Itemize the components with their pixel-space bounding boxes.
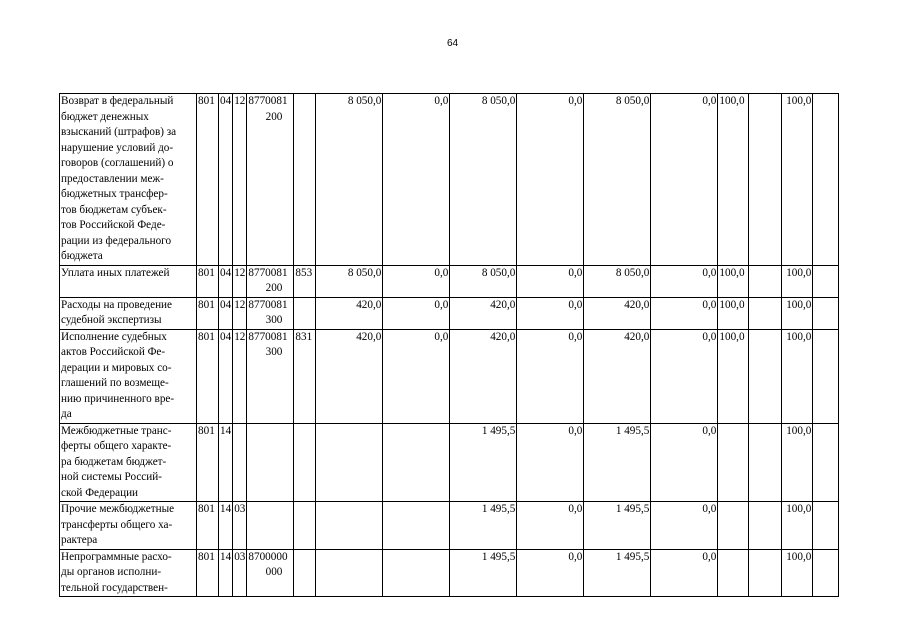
cell-amount-6: 0,0 bbox=[651, 94, 718, 266]
item-name-line: взысканий (штрафов) за bbox=[61, 126, 177, 138]
table-row bbox=[60, 329, 839, 423]
item-name-line: да bbox=[61, 408, 72, 420]
csr-code-line: 8770081 bbox=[248, 266, 288, 279]
csr-code-line: 8770081 bbox=[248, 95, 288, 107]
cell-amount-1: 8 050,0 bbox=[316, 265, 383, 297]
item-name-line: тов бюджетам субъек- bbox=[61, 203, 167, 216]
budget-table bbox=[59, 93, 839, 597]
table-row bbox=[60, 423, 839, 502]
cell-amount-5: 420,0 bbox=[584, 297, 651, 329]
item-name-line: Непрограммные расхо- bbox=[61, 550, 172, 563]
item-name-line: Уплата иных платежей bbox=[61, 266, 170, 279]
cell-amount-3: 1 495,5 bbox=[450, 549, 517, 597]
item-name-line: бюджета bbox=[61, 250, 103, 262]
item-name-line: предоставлении меж- bbox=[61, 172, 164, 185]
cell-pr: 12 bbox=[233, 297, 247, 329]
cell-amount-6: 0,0 bbox=[651, 502, 718, 550]
item-name-line: рактера bbox=[61, 534, 98, 546]
cell-pr: 12 bbox=[233, 329, 247, 423]
cell-percent-2 bbox=[749, 265, 782, 297]
cell-percent-1 bbox=[718, 423, 749, 502]
cell-percent-4 bbox=[813, 94, 839, 266]
cell-pr: 12 bbox=[233, 265, 247, 297]
cell-amount-6: 0,0 bbox=[651, 265, 718, 297]
item-name-line: рации из федерального bbox=[61, 234, 172, 247]
cell-amount-5: 1 495,5 bbox=[584, 549, 651, 597]
cell-percent-2 bbox=[749, 423, 782, 502]
cell-percent-1 bbox=[718, 502, 749, 550]
cell-amount-3: 8 050,0 bbox=[450, 265, 517, 297]
cell-item-name bbox=[60, 329, 197, 423]
table-row bbox=[60, 265, 839, 297]
cell-ved: 801 bbox=[197, 423, 219, 502]
table-row bbox=[60, 502, 839, 550]
cell-vr bbox=[294, 549, 316, 597]
cell-amount-1 bbox=[316, 423, 383, 502]
cell-amount-6: 0,0 bbox=[651, 549, 718, 597]
cell-amount-5: 420,0 bbox=[584, 329, 651, 423]
cell-rz: 04 bbox=[219, 265, 233, 297]
cell-amount-5: 1 495,5 bbox=[584, 423, 651, 502]
item-name-line: нарушение условий до- bbox=[61, 141, 174, 154]
cell-percent-3: 100,0 bbox=[782, 329, 813, 423]
item-name-line: Прочие межбюджетные bbox=[61, 503, 175, 515]
csr-code-line: 000 bbox=[265, 566, 283, 578]
cell-pr: 12 bbox=[233, 94, 247, 266]
page-number: 64 bbox=[446, 38, 459, 49]
cell-csr bbox=[247, 329, 294, 423]
cell-vr: 831 bbox=[294, 329, 316, 423]
csr-code-line: 200 bbox=[265, 282, 283, 294]
budget-table-body bbox=[60, 94, 839, 597]
item-name-line: тельной государствен- bbox=[61, 581, 168, 594]
cell-item-name bbox=[60, 549, 197, 597]
cell-amount-2 bbox=[383, 549, 450, 597]
csr-code-line: 8700000 bbox=[248, 550, 288, 563]
cell-pr: 03 bbox=[233, 502, 247, 550]
item-name-line: нию причиненного вре- bbox=[61, 392, 175, 405]
cell-amount-1: 420,0 bbox=[316, 329, 383, 423]
cell-percent-2 bbox=[749, 329, 782, 423]
cell-percent-3: 100,0 bbox=[782, 297, 813, 329]
csr-code-line: 300 bbox=[265, 314, 283, 326]
cell-amount-4: 0,0 bbox=[517, 329, 584, 423]
item-name-line: говоров (соглашений) о bbox=[61, 157, 174, 169]
cell-percent-4 bbox=[813, 265, 839, 297]
cell-amount-4: 0,0 bbox=[517, 94, 584, 266]
cell-amount-4: 0,0 bbox=[517, 549, 584, 597]
cell-amount-1: 420,0 bbox=[316, 297, 383, 329]
cell-rz: 14 bbox=[219, 502, 233, 550]
item-name-line: дерации и мировых со- bbox=[61, 361, 172, 374]
cell-percent-2 bbox=[749, 94, 782, 266]
cell-vr bbox=[294, 423, 316, 502]
cell-percent-3: 100,0 bbox=[782, 549, 813, 597]
cell-amount-3: 420,0 bbox=[450, 297, 517, 329]
item-name-line: актов Российской Фе- bbox=[61, 346, 166, 358]
cell-ved: 801 bbox=[197, 265, 219, 297]
cell-percent-4 bbox=[813, 329, 839, 423]
cell-item-name bbox=[60, 265, 197, 297]
cell-amount-3: 1 495,5 bbox=[450, 502, 517, 550]
cell-amount-2: 0,0 bbox=[383, 329, 450, 423]
cell-csr bbox=[247, 94, 294, 266]
cell-amount-4: 0,0 bbox=[517, 265, 584, 297]
cell-vr bbox=[294, 94, 316, 266]
cell-pr: 03 bbox=[233, 549, 247, 597]
cell-rz: 14 bbox=[219, 423, 233, 502]
cell-percent-2 bbox=[749, 502, 782, 550]
cell-rz: 04 bbox=[219, 94, 233, 266]
item-name-line: ской Федерации bbox=[61, 486, 139, 499]
cell-ved: 801 bbox=[197, 297, 219, 329]
cell-amount-3: 1 495,5 bbox=[450, 423, 517, 502]
cell-ved: 801 bbox=[197, 549, 219, 597]
item-name-line: Исполнение судебных bbox=[61, 330, 167, 343]
cell-csr bbox=[247, 265, 294, 297]
cell-ved: 801 bbox=[197, 94, 219, 266]
cell-rz: 04 bbox=[219, 297, 233, 329]
table-row bbox=[60, 549, 839, 597]
cell-item-name bbox=[60, 502, 197, 550]
cell-amount-5: 8 050,0 bbox=[584, 94, 651, 266]
cell-vr bbox=[294, 502, 316, 550]
cell-amount-2 bbox=[383, 423, 450, 502]
cell-amount-2: 0,0 bbox=[383, 94, 450, 266]
item-name-line: глашений по возмеще- bbox=[61, 377, 169, 389]
cell-amount-3: 8 050,0 bbox=[450, 94, 517, 266]
cell-rz: 04 bbox=[219, 329, 233, 423]
cell-amount-4: 0,0 bbox=[517, 423, 584, 502]
cell-percent-3: 100,0 bbox=[782, 94, 813, 266]
cell-percent-2 bbox=[749, 297, 782, 329]
table-row bbox=[60, 297, 839, 329]
cell-pr bbox=[233, 423, 247, 502]
cell-csr bbox=[247, 502, 294, 550]
cell-amount-6: 0,0 bbox=[651, 329, 718, 423]
cell-percent-4 bbox=[813, 502, 839, 550]
cell-amount-2: 0,0 bbox=[383, 265, 450, 297]
item-name-line: Расходы на проведение bbox=[61, 298, 173, 311]
item-name-line: ной системы Россий- bbox=[61, 471, 162, 483]
cell-rz: 14 bbox=[219, 549, 233, 597]
item-name-line: Межбюджетные транс- bbox=[61, 424, 172, 437]
table-row bbox=[60, 94, 839, 266]
cell-percent-1 bbox=[718, 549, 749, 597]
cell-percent-2 bbox=[749, 549, 782, 597]
cell-amount-1: 8 050,0 bbox=[316, 94, 383, 266]
cell-amount-2: 0,0 bbox=[383, 297, 450, 329]
cell-ved: 801 bbox=[197, 502, 219, 550]
cell-percent-4 bbox=[813, 297, 839, 329]
item-name-line: судебной экспертизы bbox=[61, 314, 162, 326]
cell-amount-6: 0,0 bbox=[651, 297, 718, 329]
cell-vr bbox=[294, 297, 316, 329]
cell-amount-1 bbox=[316, 502, 383, 550]
cell-percent-4 bbox=[813, 423, 839, 502]
item-name-line: бюджетных трансфер- bbox=[61, 188, 168, 200]
item-name-line: Возврат в федеральный bbox=[61, 95, 174, 107]
cell-amount-4: 0,0 bbox=[517, 502, 584, 550]
cell-amount-2 bbox=[383, 502, 450, 550]
item-name-line: ферты общего характе- bbox=[61, 440, 172, 452]
cell-percent-1: 100,0 bbox=[718, 297, 749, 329]
csr-code-line: 8770081 bbox=[248, 330, 288, 343]
csr-code-line: 8770081 bbox=[248, 298, 288, 311]
item-name-line: тов Российской Феде- bbox=[61, 219, 166, 231]
cell-csr bbox=[247, 297, 294, 329]
cell-ved: 801 bbox=[197, 329, 219, 423]
csr-code-line: 300 bbox=[265, 346, 283, 358]
cell-csr bbox=[247, 423, 294, 502]
cell-percent-3: 100,0 bbox=[782, 265, 813, 297]
cell-vr: 853 bbox=[294, 265, 316, 297]
cell-item-name bbox=[60, 94, 197, 266]
cell-percent-3: 100,0 bbox=[782, 423, 813, 502]
cell-item-name bbox=[60, 423, 197, 502]
item-name-line: ды органов исполни- bbox=[61, 566, 162, 578]
cell-percent-1: 100,0 bbox=[718, 94, 749, 266]
cell-amount-4: 0,0 bbox=[517, 297, 584, 329]
cell-amount-5: 8 050,0 bbox=[584, 265, 651, 297]
item-name-line: трансферты общего ха- bbox=[61, 518, 173, 531]
cell-percent-1: 100,0 bbox=[718, 265, 749, 297]
cell-amount-5: 1 495,5 bbox=[584, 502, 651, 550]
cell-amount-1 bbox=[316, 549, 383, 597]
item-name-line: бюджет денежных bbox=[61, 110, 149, 123]
cell-amount-3: 420,0 bbox=[450, 329, 517, 423]
cell-percent-4 bbox=[813, 549, 839, 597]
cell-csr bbox=[247, 549, 294, 597]
cell-amount-6: 0,0 bbox=[651, 423, 718, 502]
cell-item-name bbox=[60, 297, 197, 329]
csr-code-line: 200 bbox=[265, 110, 283, 123]
cell-percent-3: 100,0 bbox=[782, 502, 813, 550]
cell-percent-1: 100,0 bbox=[718, 329, 749, 423]
item-name-line: ра бюджетам бюджет- bbox=[61, 455, 167, 468]
